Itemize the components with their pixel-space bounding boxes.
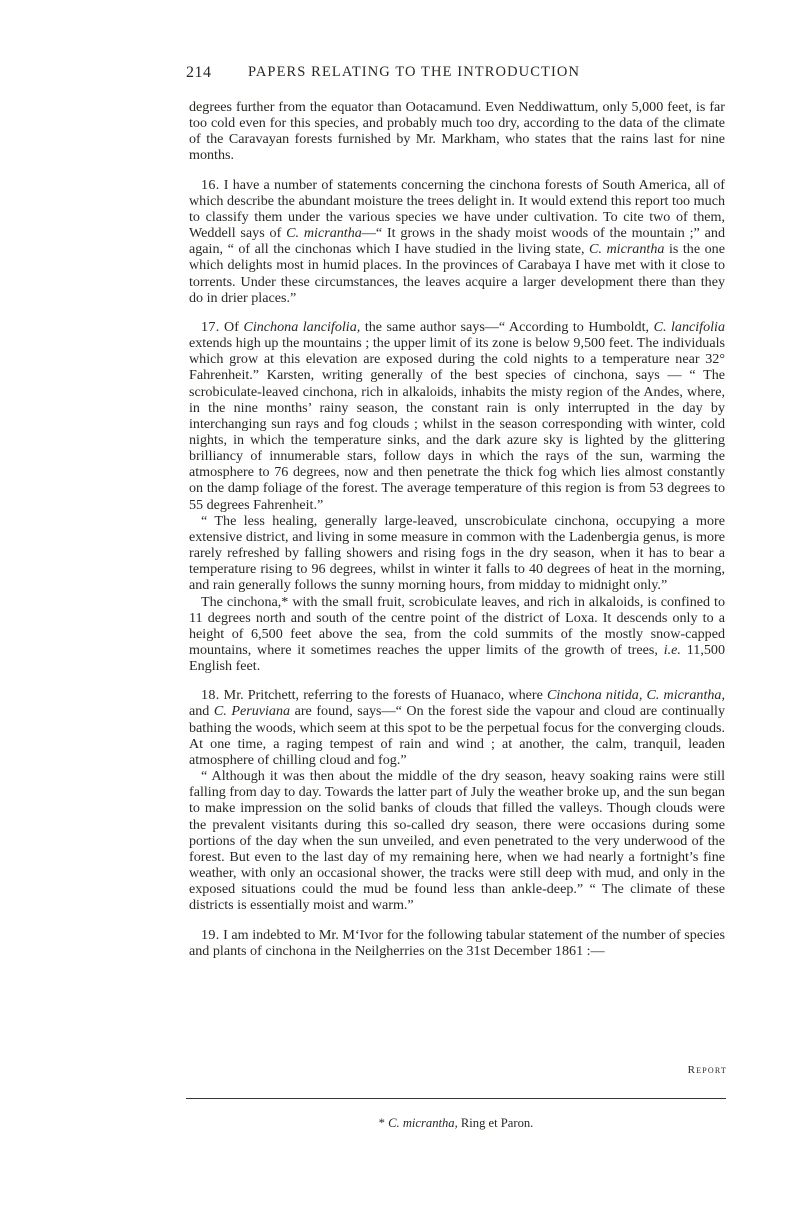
species-name: C. lancifolia	[653, 318, 726, 335]
paragraph-text: I am indebted to Mr. M‘Ivor for the following tabular statement of the number of species and plants of cinchona in the Neilgherries on the 31st December 1861 :—	[189, 926, 725, 959]
paragraph-text: is the one which delights most in humid places. In the provinces of Carabaya I have met with it close to torrents. Under these circumstances, the leaves acquire a larger development there than they do in drier places.”	[189, 241, 725, 306]
paragraph-text: Mr. Pritchett, referring to the forests of Huanaco, where	[223, 687, 543, 704]
paragraph-text: and	[189, 703, 210, 720]
paragraph-text: “ Although it was then about the middle of the dry season, heavy soaking rains were still falling from day to day. Towards the latter part of July the weather broke up, and the sun began to make impression on the solid banks of clouds that filled the valleys. Though clouds were the prevalent visitants during this so-called dry season, there were occasions during some portions of the day when the sun unveiled, and even penetrated to the very underwood of the forest. But even to the last day of my remaining here, when we had nearly a fortnight’s fine weather, with only an occasional shower, the tracks were still deep with mud, and only in the exposed situations could the mud be found less than ankle-deep.” “ The climate of these districts is essentially moist and warm.”	[189, 768, 725, 914]
paragraph-text: are found, says—“ On the forest side the vapour and cloud are continually bathing the woods, which seem at this spot to be the perpetual focus for the converging clouds. At one time, a raging tempest of rain and wind ; at another, the calm, tranquil, leaden atmosphere of chilling cloud and fog.”	[189, 703, 726, 768]
species-name: Cinchona nitida, C. micrantha,	[546, 687, 725, 704]
paragraph-number: 19.	[201, 926, 220, 943]
paragraph-text: degrees further from the equator than Ootacamund. Even Neddiwattum, only 5,000 feet, is far too cold even for this species, and probably much too dry, according to the data of the climate of the Caravayan forests furnished by Mr. Markham, who states that the rains last for nine months.	[189, 99, 725, 164]
paragraph-text: —“ It grows in the shady moist woods of the mountain ;” and again, “ of all the cinchonas which I have studied in the living state,	[189, 225, 725, 258]
paragraph-text: 11,500 English feet.	[189, 642, 725, 675]
body-text	[189, 99, 725, 959]
paragraph-19	[189, 927, 725, 959]
paragraph-17-quote	[189, 513, 725, 594]
paragraph-17	[189, 319, 725, 513]
paragraph-18-quote	[189, 768, 725, 913]
footnote-mark: *	[378, 1116, 385, 1130]
paragraph-text: Of	[224, 318, 239, 335]
paragraph-number: 17.	[201, 318, 220, 335]
footnote	[186, 1116, 726, 1131]
paragraph-text: extends high up the mountains ; the upper limit of its zone is below 9,500 feet. The individuals which grow at this elevation are exposed during the cold nights to a temperature near 32° Fahrenheit.” Karsten, writing generally of the best species of cinchona, says — “ The scrobiculate-leaved cinchona, rich in alkaloids, inhabits the misty region of the Andes, where, in the nine months’ rainy season, the constant rain is only interrupted in the day by interchanging sun rays and fog clouds ; whilst in the season corresponding with winter, cold nights, in which the temperature sinks, and the dark azure sky is lighted by the glittering brilliancy of innumerable stars, follow days in which the rays of the sun, warming the atmosphere to 76 degrees, now and then penetrate the thick fog which lies almost constantly on the damp foliage of the forest. The average temperature of this region is from 53 degrees to 55 degrees Fahrenheit.”	[189, 335, 725, 513]
paragraph-continuation	[189, 99, 725, 164]
species-name: C. micrantha	[589, 241, 665, 258]
footnote-species: C. micrantha,	[388, 1116, 458, 1130]
paragraph-text: “ The less healing, generally large-leaved, unscrobiculate cinchona, occupying a more extensive district, and living in some measure in common with the Ladenbergia genus, is more rarely refreshed by falling showers and rising fogs in the dry season, when it has to bear a temperature rising to 96 degrees, whilst in winter it falls to 40 degrees of heat in the morning, and rain generally follows the sunny morning hours, from midday to midnight only.”	[189, 512, 725, 594]
species-name: C. micrantha	[286, 225, 362, 242]
paragraph-text: I have a number of statements concerning the cinchona forests of South America, all of which describe the abundant moisture the trees delight in. It would extend this report too much to classify them under the various species we have under cultivation. To cite two of them, Weddell says of	[189, 176, 725, 242]
paragraph-text: The cinchona,* with the small fruit, scrobiculate leaves, and rich in alkaloids, is confined to 11 degrees north and south of the centre point of the district of Loxa. It descends only to a height of 6,500 feet above the sea, from the cold summits of the mostly snow-capped mountains, where it sometimes reaches the upper limits of the growth of trees,	[189, 593, 725, 658]
species-name: C. Peruviana	[213, 703, 291, 720]
footnote-text: Ring et Paron.	[460, 1116, 534, 1130]
species-name: Cinchona lancifolia,	[243, 318, 361, 335]
paragraph-number: 16.	[201, 176, 220, 193]
paragraph-number: 18.	[201, 687, 220, 704]
running-head: PAPERS RELATING TO THE INTRODUCTION	[248, 64, 581, 80]
paragraph-16	[189, 177, 725, 306]
paragraph-18	[189, 687, 725, 768]
catchword: Report	[687, 1064, 727, 1076]
footnote-divider	[186, 1098, 726, 1099]
paragraph-text: the same author says—“ According to Humboldt,	[364, 318, 650, 335]
abbreviation: i.e.	[663, 642, 681, 658]
paragraph-17-cinchona	[189, 594, 725, 675]
page-header	[186, 64, 726, 86]
page-number: 214	[186, 64, 212, 81]
